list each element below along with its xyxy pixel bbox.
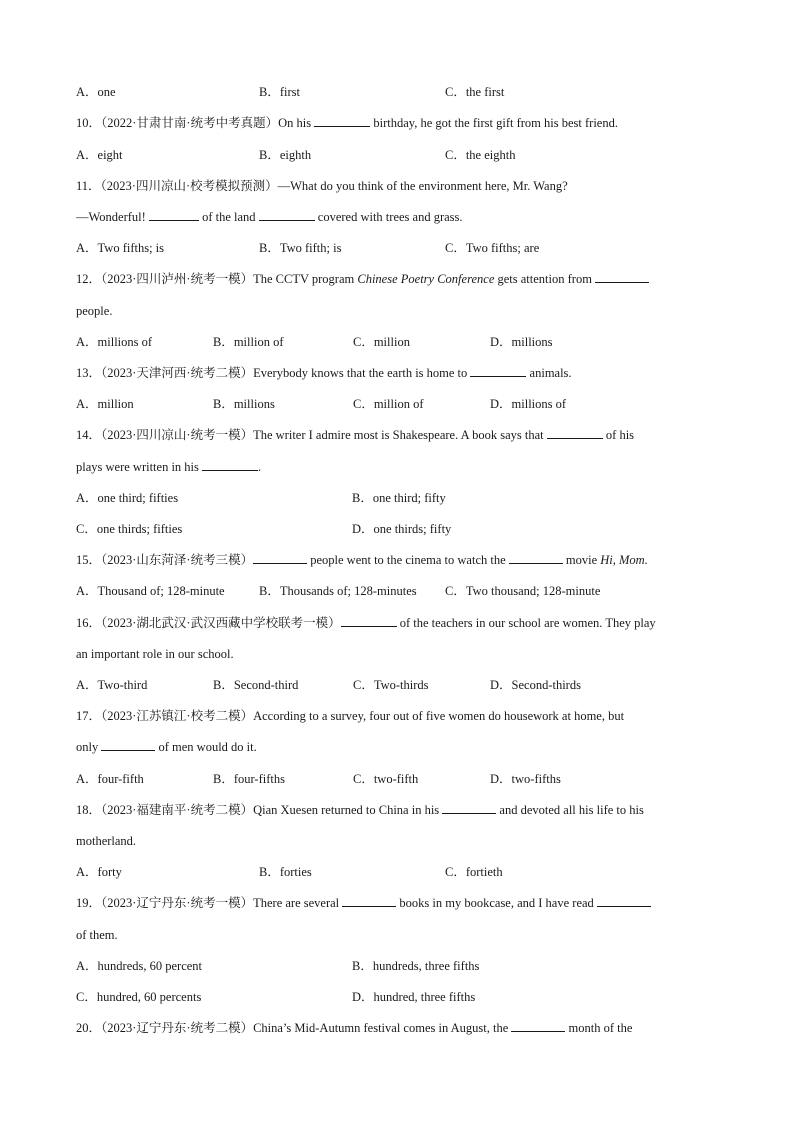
question-number: 18． (76, 803, 102, 817)
q11-option-c[interactable]: C．Two fifths; are (445, 241, 540, 255)
q19-stem-line2: of them. (76, 928, 118, 942)
q17-stem-line2 (76, 739, 257, 755)
q19-stem (76, 895, 651, 911)
stem-text: only (76, 740, 99, 754)
stem-text: and devoted all his life to his (499, 803, 644, 817)
q14-option-c[interactable]: C．one thirds; fifties (76, 522, 183, 536)
q13-option-a[interactable]: A．million (76, 397, 134, 411)
q14-option-b[interactable]: B．one third; fifty (352, 491, 446, 505)
answer-blank[interactable] (597, 895, 651, 907)
question-source: （2023·四川凉山·校考模拟预测） (100, 179, 278, 193)
q18-option-c[interactable]: C．fortieth (445, 865, 503, 879)
stem-text: movie (565, 553, 598, 567)
q12-option-c[interactable]: C．million (353, 335, 410, 349)
q11-stem (76, 178, 568, 194)
stem-text: There are several (253, 896, 340, 910)
q15-option-a[interactable]: A．Thousand of; 128-minute (76, 584, 225, 598)
q16-stem-line2: an important role in our school. (76, 647, 234, 661)
stem-text: of men would do it. (158, 740, 257, 754)
stem-text: The writer I admire most is Shakespeare. A book says that (253, 428, 544, 442)
question-number: 11． (76, 179, 101, 193)
stem-text: —Wonderful! (76, 210, 146, 224)
q19-option-a[interactable]: A．hundreds, 60 percent (76, 959, 203, 973)
q10-option-c[interactable]: C．the eighth (445, 148, 516, 162)
answer-blank[interactable] (149, 209, 199, 221)
q12-option-b[interactable]: B．million of (213, 335, 284, 349)
question-source: （2023·天津河西·统考二模） (101, 366, 254, 380)
q18-option-b[interactable]: B．forties (259, 865, 312, 879)
q15-option-c[interactable]: C．Two thousand; 128-minute (445, 584, 601, 598)
answer-blank[interactable] (442, 802, 496, 814)
q17-option-c[interactable]: C．two-fifth (353, 772, 419, 786)
program-title: Chinese Poetry Conference (357, 272, 495, 286)
q19-option-c[interactable]: C．hundred, 60 percents (76, 990, 202, 1004)
question-number: 17． (76, 709, 102, 723)
answer-blank[interactable] (509, 552, 563, 564)
question-source: （2023·江苏镇江·校考二模） (101, 709, 254, 723)
q10-stem (76, 115, 618, 131)
q12-stem-line2: people. (76, 304, 113, 318)
answer-blank[interactable] (595, 271, 649, 283)
stem-text: On his (278, 116, 312, 130)
q18-option-a[interactable]: A．forty (76, 865, 122, 879)
q10-option-a[interactable]: A．eight (76, 148, 123, 162)
q14-option-a[interactable]: A．one third; fifties (76, 491, 179, 505)
q14-stem (76, 427, 634, 443)
q18-stem-line2: motherland. (76, 834, 137, 848)
question-source: （2023·辽宁丹东·统考二模） (101, 1021, 254, 1035)
stem-text: gets attention from (497, 272, 592, 286)
question-source: （2023·山东菏泽·统考三模） (101, 553, 254, 567)
q11-option-a[interactable]: A．Two fifths; is (76, 241, 165, 255)
q15-stem (76, 552, 648, 568)
movie-title: Hi, Mom. (600, 553, 648, 567)
q13-option-c[interactable]: C．million of (353, 397, 424, 411)
question-source: （2023·四川泸州·统考一模） (101, 272, 254, 286)
question-source: （2023·福建南平·统考二模） (101, 803, 254, 817)
stem-text: China’s Mid-Autumn festival comes in August, the (253, 1021, 509, 1035)
question-number: 12． (76, 272, 102, 286)
q17-option-d[interactable]: D．two-fifths (490, 772, 561, 786)
stem-text: animals. (529, 366, 572, 380)
stem-text: people went to the cinema to watch the (310, 553, 506, 567)
question-number: 16． (76, 616, 102, 630)
stem-text: —What do you think of the environment here, Mr. Wang? (277, 179, 568, 193)
stem-text: The CCTV program (253, 272, 355, 286)
q10-option-b[interactable]: B．eighth (259, 148, 312, 162)
stem-text: of the teachers in our school are women. They play (399, 616, 656, 630)
stem-text: plays were written in his (76, 460, 199, 474)
q14-option-d[interactable]: D．one thirds; fifty (352, 522, 452, 536)
answer-blank[interactable] (259, 209, 315, 221)
answer-blank[interactable] (341, 615, 397, 627)
q9-option-b[interactable]: B．first (259, 85, 300, 99)
stem-text: birthday, he got the first gift from his best friend. (373, 116, 618, 130)
q19-option-b[interactable]: B．hundreds, three fifths (352, 959, 480, 973)
q16-option-d[interactable]: D．Second-thirds (490, 678, 581, 692)
q9-option-a[interactable]: A．one (76, 85, 116, 99)
answer-blank[interactable] (314, 115, 370, 127)
q15-option-b[interactable]: B．Thousands of; 128-minutes (259, 584, 417, 598)
question-number: 10． (76, 116, 102, 130)
question-number: 13． (76, 366, 102, 380)
q11-stem-line2 (76, 209, 463, 225)
question-source: （2023·辽宁丹东·统考一模） (101, 896, 254, 910)
stem-text: According to a survey, four out of five women do housework at home, but (253, 709, 625, 723)
answer-blank[interactable] (253, 552, 307, 564)
answer-blank[interactable] (547, 427, 603, 439)
q19-option-d[interactable]: D．hundred, three fifths (352, 990, 476, 1004)
stem-text: Qian Xuesen returned to China in his (253, 803, 440, 817)
q17-stem (76, 708, 624, 724)
q12-option-d[interactable]: D．millions (490, 335, 553, 349)
q13-option-b[interactable]: B．millions (213, 397, 275, 411)
q16-option-c[interactable]: C．Two-thirds (353, 678, 429, 692)
question-number: 15． (76, 553, 102, 567)
question-source: （2023·四川凉山·统考一模） (101, 428, 254, 442)
stem-text: Everybody knows that the earth is home to (253, 366, 468, 380)
answer-blank[interactable] (101, 739, 155, 751)
question-number: 20． (76, 1021, 102, 1035)
q20-stem (76, 1020, 632, 1036)
q11-option-b[interactable]: B．Two fifth; is (259, 241, 342, 255)
q16-option-b[interactable]: B．Second-third (213, 678, 299, 692)
answer-blank[interactable] (342, 895, 396, 907)
q17-option-a[interactable]: A．four-fifth (76, 772, 144, 786)
stem-text: . (258, 460, 262, 474)
answer-blank[interactable] (470, 365, 526, 377)
question-number: 19． (76, 896, 102, 910)
q17-option-b[interactable]: B．four-fifths (213, 772, 285, 786)
stem-text: of his (605, 428, 635, 442)
question-source: （2022·甘肃甘南·统考中考真题） (101, 116, 279, 130)
q13-option-d[interactable]: D．millions of (490, 397, 567, 411)
q13-stem (76, 365, 572, 381)
stem-text: books in my bookcase, and I have read (399, 896, 594, 910)
stem-text: of the land (202, 210, 256, 224)
q12-option-a[interactable]: A．millions of (76, 335, 153, 349)
answer-blank[interactable] (202, 459, 258, 471)
q16-stem (76, 615, 656, 631)
q12-stem (76, 271, 649, 287)
q9-option-c[interactable]: C．the first (445, 85, 505, 99)
q16-option-a[interactable]: A．Two-third (76, 678, 148, 692)
stem-text: covered with trees and grass. (317, 210, 463, 224)
question-source: （2023·湖北武汉·武汉西藏中学校联考一模） (101, 616, 341, 630)
answer-blank[interactable] (511, 1020, 565, 1032)
stem-text: month of the (568, 1021, 633, 1035)
q18-stem (76, 802, 644, 818)
q14-stem-line2 (76, 459, 261, 475)
question-number: 14． (76, 428, 102, 442)
